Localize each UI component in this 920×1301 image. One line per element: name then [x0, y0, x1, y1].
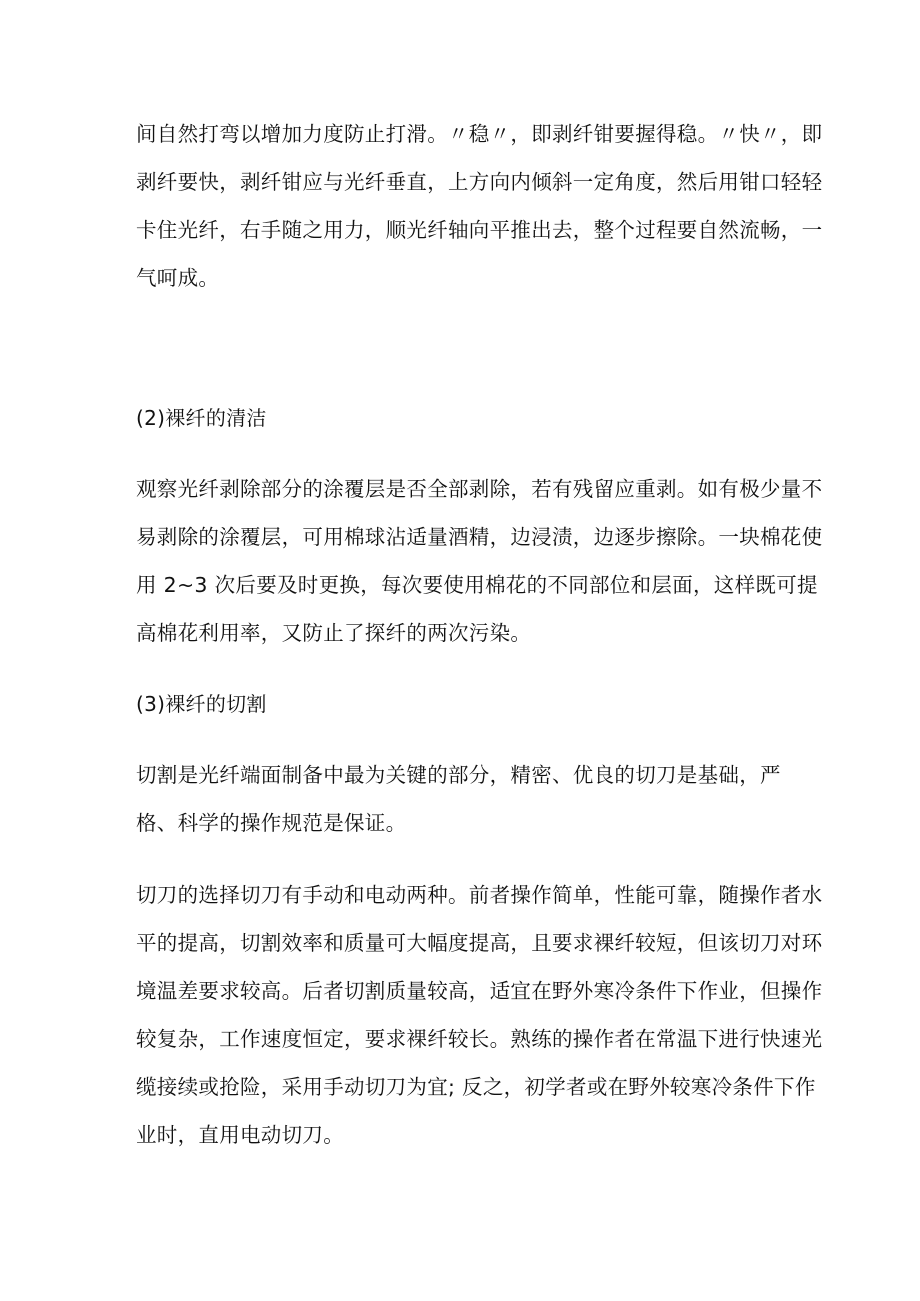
text-line: 切刀的选择切刀有手动和电动两种。前者操作简单，性能可靠，随操作者水	[136, 883, 823, 907]
heading-text: (2)裸纤的清洁	[136, 406, 267, 430]
paragraph-cleaning	[136, 466, 823, 656]
text-line: 卡住光纤，右手随之用力，顺光纤轴向平推出去，整个过程要自然流畅，一	[136, 218, 823, 242]
heading-text: (3)裸纤的切割	[136, 692, 267, 716]
text-line: 切割是光纤端面制备中最为关键的部分，精密、优良的切刀是基础，严	[136, 763, 781, 787]
text-line: 缆接续或抢险，采用手动切刀为宜; 反之，初学者或在野外较寒冷条件下作	[136, 1075, 816, 1099]
paragraph-stripping-technique	[136, 111, 823, 301]
text-line: 气呵成。	[136, 266, 220, 290]
paragraph-cutting-intro	[136, 752, 796, 846]
text-line: 观察光纤剥除部分的涂覆层是否全部剥除，若有残留应重剥。如有极少量不	[136, 477, 823, 501]
text-line: 格、科学的操作规范是保证。	[136, 811, 407, 835]
section-heading-cleaning	[136, 395, 796, 441]
text-line: 较复杂，工作速度恒定，要求裸纤较长。熟练的操作者在常温下进行快速光	[136, 1027, 823, 1051]
section-heading-cutting	[136, 681, 796, 727]
text-line: 用 2~3 次后要及时更换，每次要使用棉花的不同部位和层面，这样既可提	[136, 573, 818, 597]
paragraph-cutter-selection	[136, 872, 823, 1158]
text-line: 易剥除的涂覆层，可用棉球沾适量酒精，边浸渍，边逐步擦除。一块棉花使	[136, 525, 823, 549]
text-line: 平的提高，切割效率和质量可大幅度提高，且要求裸纤较短，但该切刀对环	[136, 931, 823, 955]
text-line: 剥纤要快，剥纤钳应与光纤垂直，上方向内倾斜一定角度，然后用钳口轻轻	[136, 170, 823, 194]
text-line: 高棉花利用率，又防止了探纤的两次污染。	[136, 621, 532, 645]
text-line: 间自然打弯以增加力度防止打滑。〃稳〃，即剥纤钳要握得稳。〃快〃，即	[136, 122, 823, 146]
text-line: 境温差要求较高。后者切割质量较高，适宜在野外寒冷条件下作业，但操作	[136, 979, 823, 1003]
text-line: 业时，直用电动切刀。	[136, 1123, 344, 1147]
